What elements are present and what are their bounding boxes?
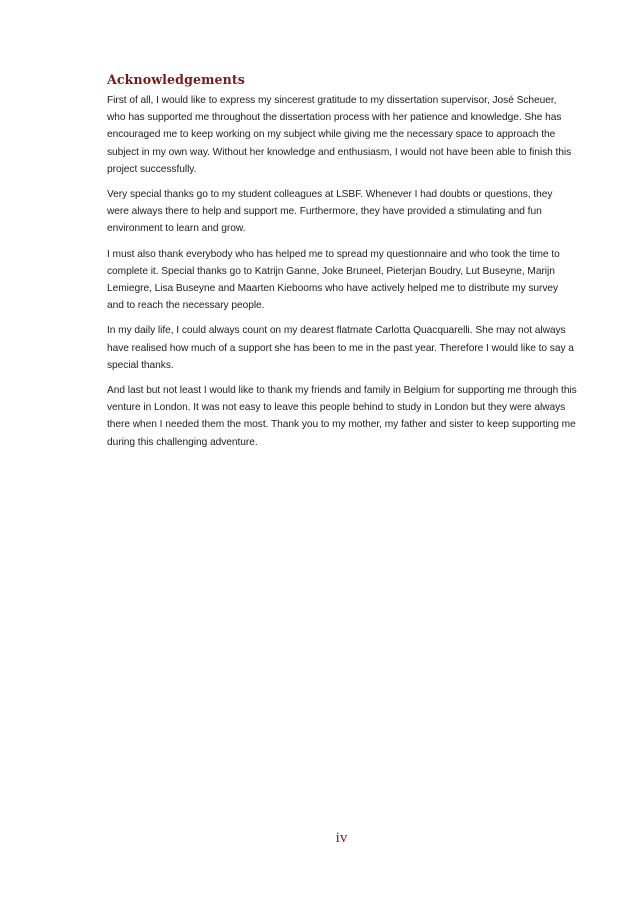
document-body [107, 72, 577, 459]
paragraph-family: And last but not least I would like to thank my friends and family in Belgium for supporting me through this venture in London. It was not easy to leave this people behind to study in London but they were always there when I needed them the most. Thank you to my mother, my father and sister to keep supporting me during this challenging adventure. [107, 385, 577, 448]
paragraph-survey-helpers: I must also thank everybody who has helped me to spread my questionnaire and who took the time to complete it. Special thanks go to Katrijn Ganne, Joke Bruneel, Pieterjan Boudry, Lut Buseyne, Marijn Lemiegre, Lisa Buseyne and Maarten Kiebooms who have actively helped me to distribute my survey and to reach the necessary people. [107, 248, 560, 312]
paragraph-supervisor: First of all, I would like to express my sincerest gratitude to my dissertation supervisor, José Scheuer, who has supported me throughout the dissertation process with her patience and knowledge. She has encouraged me to keep working on my subject while giving me the necessary space to approach the subject in my own way. Without her knowledge and enthusiasm, I would not have been able to finish this project successfully. [107, 95, 572, 175]
page-number: iv [335, 830, 348, 846]
paragraph-colleagues: Very special thanks go to my student colleagues at LSBF. Whenever I had doubts or questions, they were always there to help and support me. Furthermore, they have provided a stimulating and fun environment to learn and grow. [107, 189, 553, 235]
section-heading: Acknowledgements [107, 72, 245, 87]
paragraph-flatmate: In my daily life, I could always count on my dearest flatmate Carlotta Quacquarelli. She may not always have realised how much of a support she has been to me in the past year. Therefore I would like to say a special thanks. [107, 325, 574, 371]
